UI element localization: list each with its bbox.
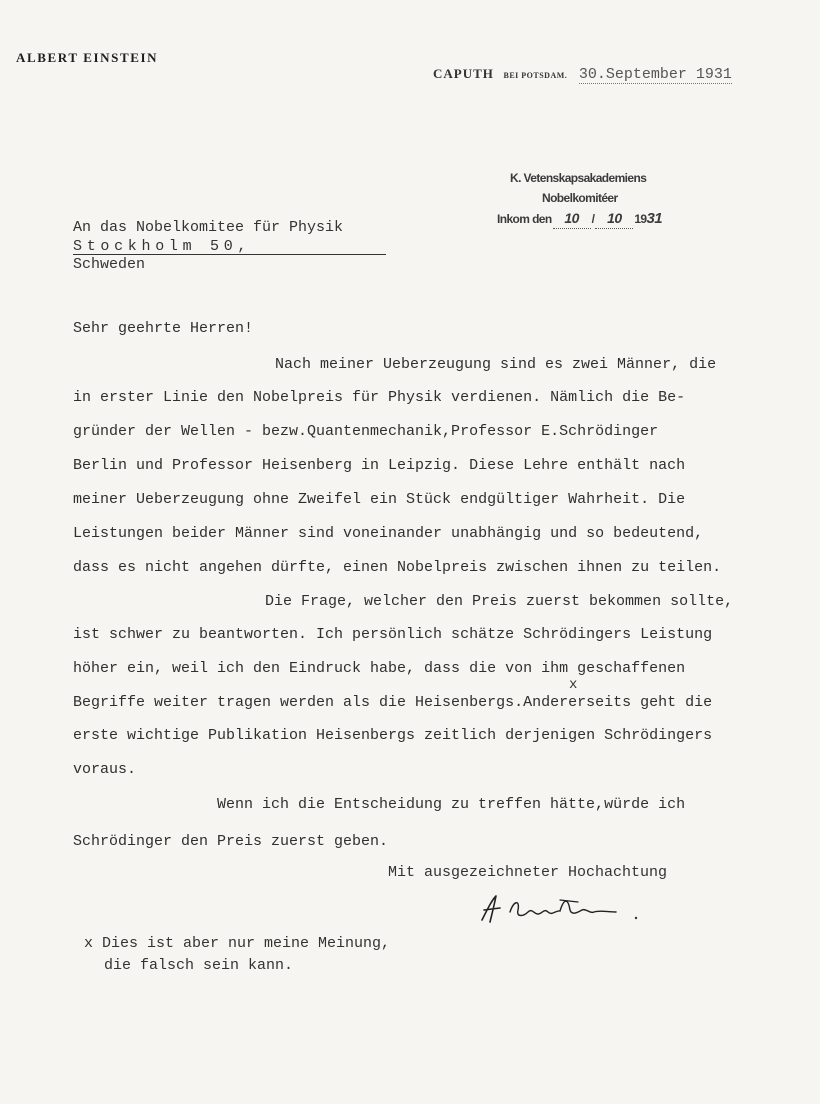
letter-date: 30.September 1931 (578, 66, 732, 83)
stamp-year-suffix: 31 (646, 210, 662, 227)
letter-line: erste wichtige Publikation Heisenbergs zeitlich derjenigen Schrödingers (73, 727, 713, 744)
letter-line: in erster Linie den Nobelpreis für Physik verdienen. Nämlich die Be- (73, 389, 686, 406)
stamp-academy: K. Vetenskapsakademiens (510, 171, 647, 185)
closing-phrase: Mit ausgezeichneter Hochachtung (388, 864, 668, 881)
stamp-committee: Nobelkomitéer (542, 191, 618, 205)
place-sub: BEI POTSDAM. (503, 71, 568, 80)
letter-line: gründer der Wellen - bezw.Quantenmechanik,Professor E.Schrödinger (73, 423, 659, 440)
letter-line: ist schwer zu beantworten. Ich persönlich schätze Schrödingers Leistung (73, 626, 713, 643)
letter-line: dass es nicht angehen dürfte, einen Nobelpreis zwischen ihnen zu teilen. (73, 559, 722, 576)
stamp-received-label: Inkom den (497, 212, 552, 226)
letter-line: voraus. (73, 761, 137, 778)
letter-line: höher ein, weil ich den Eindruck habe, dass die von ihm geschaffenen (73, 660, 686, 677)
letter-line: Schrödinger den Preis zuerst geben. (73, 833, 389, 850)
address-line-1: An das Nobelkomitee für Physik (73, 219, 344, 236)
letter-line: Nach meiner Ueberzeugung sind es zwei Männer, die (275, 356, 717, 373)
stamp-received-line (497, 208, 662, 229)
address-line-3: Schweden (73, 256, 146, 273)
letter-line: Wenn ich die Entscheidung zu treffen hätte,würde ich (217, 796, 686, 813)
place-name: CAPUTH (433, 66, 494, 81)
salutation: Sehr geehrte Herren! (73, 320, 254, 337)
footnote (84, 933, 390, 977)
letter-line: Begriffe weiter tragen werden als die Heisenbergs.Andererseits geht die (73, 694, 713, 711)
stamp-month: 10 (595, 208, 633, 229)
stamp-year-prefix: 19 (634, 212, 647, 226)
footnote-line-1: x Dies ist aber nur meine Meinung, (84, 935, 391, 952)
letter-line: meiner Ueberzeugung ohne Zweifel ein Stück endgültiger Wahrheit. Die (73, 491, 686, 508)
footnote-line-2: die falsch sein kann. (104, 957, 294, 974)
letterhead-name: ALBERT EINSTEIN (16, 50, 159, 65)
letter-line: Die Frage, welcher den Preis zuerst bekommen sollte, (265, 593, 734, 610)
signature-image (476, 890, 646, 926)
insertion-mark: x (569, 677, 578, 693)
stamp-sep: / (591, 212, 595, 226)
recipient-address (73, 218, 386, 274)
address-line-2: Stockholm 50, (73, 238, 252, 255)
receipt-stamp (497, 168, 662, 229)
letter-line: Berlin und Professor Heisenberg in Leipzig. Diese Lehre enthält nach (73, 457, 686, 474)
stamp-day: 10 (553, 208, 591, 229)
place-and-date (433, 65, 732, 83)
letter-line: Leistungen beider Männer sind voneinander unabhängig und so bedeutend, (73, 525, 704, 542)
